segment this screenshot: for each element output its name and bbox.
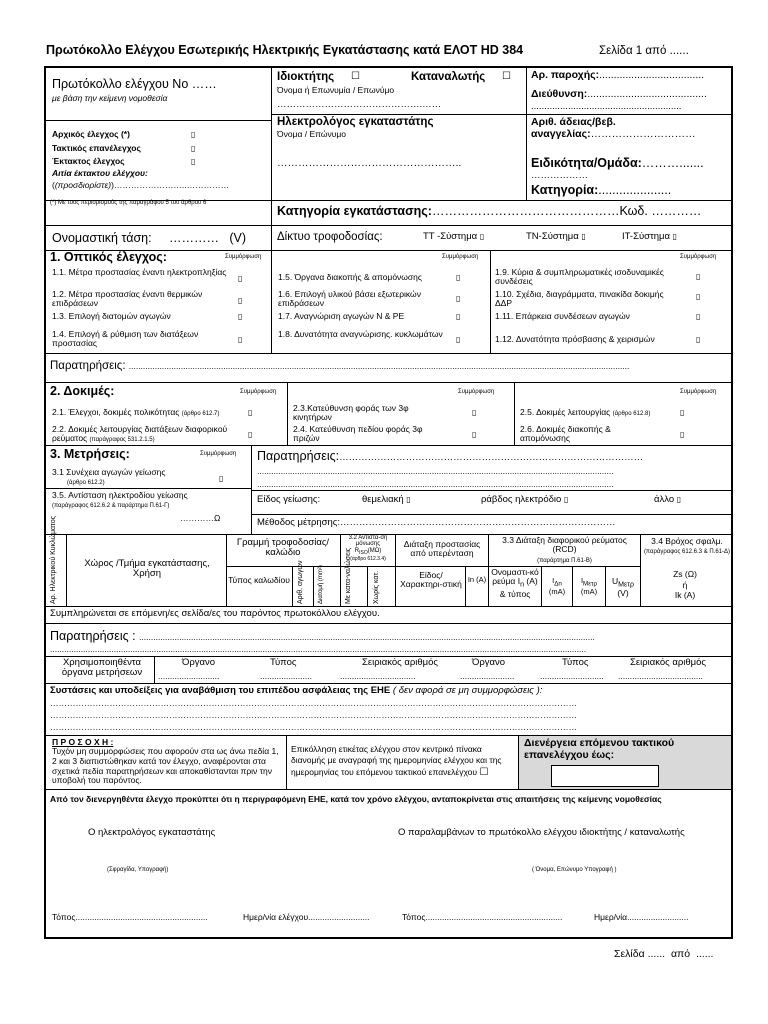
nominal-current-header: Ονομαστι-κό ρεύμα $I_n$ (Α) & τύπος: [491, 567, 539, 599]
consumer-checkbox[interactable]: ☐: [502, 71, 511, 82]
visual-item-1-6: 1.6. Επιλογή υλικού βάσει εξωτερικών επιδράσεων: [278, 289, 421, 309]
visual-1-4-checkbox[interactable]: ▯: [238, 335, 243, 344]
test-2-4: 2.4. Κατεύθυνση πεδίου φοράς 3φ πριζών: [293, 424, 423, 444]
visual-item-1-1: 1.1. Μέτρα προστασίας έναντι ηλεκτροπληξίας: [52, 267, 227, 277]
visual-1-2-checkbox[interactable]: ▯: [238, 296, 243, 305]
general-remarks-line-2[interactable]: ...................................................................................................................................................................................................................................: [50, 644, 587, 654]
periodic-check-label: Τακτικός επανέλεγχος: [52, 143, 141, 153]
imeas-header: $I_{M\varepsilon\tau\rho}$ (mA): [580, 576, 598, 597]
continued-note: Συμπληρώνεται σε επόμενη/ες σελίδα/ες του παρόντος πρωτοκόλλου ελέγχου.: [50, 608, 380, 619]
method-field[interactable]: Μέθοδος μέτρησης:……………………………………………………………………………: [257, 517, 616, 528]
measurements-title: 3. Μετρήσεις:: [50, 447, 130, 461]
visual-1-1-checkbox[interactable]: ▯: [238, 274, 243, 283]
visual-1-5-checkbox[interactable]: ▯: [456, 273, 461, 282]
visual-item-1-7: 1.7. Αναγνώριση αγωγών N & PE: [278, 311, 405, 321]
instruments-label: Χρησιμοποιηθέντα όργανα μετρήσεων: [61, 657, 143, 679]
form-title: Πρωτόκολλο Ελέγχου Εσωτερικής Ηλεκτρικής Εγκατάστασης κατά ΕΛΟΤ HD 384: [46, 43, 524, 57]
tn-checkbox[interactable]: ▯: [581, 232, 586, 241]
page-indicator: Σελίδα 1 από ......: [599, 45, 689, 57]
type-col-2: Τύπος: [562, 657, 589, 668]
wires-number-header: Αριθ. αγωγών: [297, 560, 304, 604]
tn-system[interactable]: TN-Σύστημα ▯: [526, 231, 586, 242]
without-load-header: Χωρίς κατ.: [373, 570, 380, 604]
category-field[interactable]: Κατηγορία:.....................: [531, 183, 672, 197]
insulation-header: 3.2 Αντίστα-ση μόνωσης $R_{ISO}(M\Omega)$ (άρθρο 612.3.4): [348, 535, 388, 563]
visual-1-9-checkbox[interactable]: ▯: [696, 272, 701, 281]
loop-header: 3.4 Βρόχος σφαλμ. (παράγραφος 612.6.3 & Π.61-Δ): [643, 536, 731, 556]
instrument-col-1: Όργανο: [182, 657, 216, 668]
visual-item-1-2: 1.2. Μέτρα προστασίας έναντι θερμικών επιδράσεων: [52, 289, 203, 309]
circuit-number-header: Αρ. Ηλεκτρικού Κυκλώματος: [50, 516, 57, 604]
visual-item-1-11: 1.11. Επάρκεια συνδέσεων αγωγών: [495, 311, 630, 321]
test-2-1-checkbox[interactable]: ▯: [248, 408, 253, 417]
next-check-label: Διενέργεια επόμενου τακτικού επανελέγχου έως:: [524, 737, 675, 761]
place-field-1[interactable]: Τόπος........................................................: [52, 912, 208, 922]
conformity-header-2: Συμμόρφωση: [442, 254, 479, 260]
general-remarks[interactable]: Παρατηρήσεις : .................................................................................................................................................................................................: [50, 629, 595, 643]
section-header: Διατομή (mm²): [318, 565, 324, 604]
visual-1-7-checkbox[interactable]: ▯: [456, 312, 461, 321]
address-field-2[interactable]: .........................................................: [531, 101, 682, 112]
ground-type-label: Είδος γείωσης:: [257, 494, 321, 505]
owner-label: Ιδιοκτήτης: [277, 71, 335, 83]
electrician-signature-label: Ο ηλεκτρολόγος εγκαταστάτης: [88, 827, 216, 838]
specialty-field[interactable]: Ειδικότητα/Ομάδα:……….......: [531, 156, 704, 170]
test-2-2-checkbox[interactable]: ▯: [248, 430, 253, 439]
initial-check-checkbox[interactable]: ▯: [191, 130, 196, 139]
conformity-header-6: Συμμόρφωση: [680, 389, 717, 395]
address-field[interactable]: Διεύθυνση:.........................................: [531, 88, 707, 100]
initial-check-label: Αρχικός έλεγχος (*): [52, 129, 130, 139]
periodic-check-checkbox[interactable]: ▯: [191, 144, 196, 153]
tt-checkbox[interactable]: ▯: [479, 232, 485, 241]
type-1-field[interactable]: ......................: [260, 671, 312, 681]
test-2-5: 2.5. Δοκιμές λειτουργίας (άρθρο 612.8): [520, 407, 651, 417]
type-col-1: Τύπος: [270, 657, 297, 668]
foundation-option[interactable]: θεμελιακή ▯: [362, 494, 411, 505]
measure-3-1-ref: (άρθρο 612.2): [67, 480, 105, 486]
conformity-header-4: Συμμόρφωση: [240, 389, 277, 395]
footnote: (*) Με τους περιορισμούς της παραγράφου 5 του άρθρου 6: [50, 200, 207, 206]
measure-remarks-line-3[interactable]: .......................................................................................................................................................: [257, 479, 614, 489]
type-2-field[interactable]: ...........................: [540, 671, 604, 681]
it-checkbox[interactable]: ▯: [672, 232, 678, 241]
visual-1-10-checkbox[interactable]: ▯: [696, 292, 701, 301]
declaration-text: Από τον διενεργηθέντα έλεγχο προκύπτει ότι η περιγραφόμενη ΕΗΕ, κατά τον χρόνο ελέγχου, ανταποκρίνεται στις απαιτήσεις της κείμενης νομοθεσίας: [50, 794, 662, 804]
legislation-note: με βάση την κείμενη νομοθεσία: [52, 93, 168, 103]
test-2-6: 2.6. Δοκιμές διακοπής & απομόνωσης: [520, 424, 611, 444]
extra-reason-label: Αιτία έκτακτου ελέγχου:: [52, 168, 148, 178]
attention-text: Τυχόν μη συμμορφώσεις που αφορούν στα ως άνω πεδία 1, 2 και 3 διαπιστώθηκαν κατά τον έλεγχο, αναφέρονται στα σχετικά πεδία παρατηρήσεων και αποκαθίστανται πριν την υποβολή του παρόντος.: [52, 746, 279, 786]
rod-checkbox[interactable]: ▯: [563, 495, 569, 504]
attention-title: Π Ρ Ο Σ Ο Χ Η :: [52, 737, 114, 747]
visual-1-12-checkbox[interactable]: ▯: [696, 335, 701, 344]
owner-name-field[interactable]: ……………………………………….……: [277, 99, 442, 110]
visual-1-6-checkbox[interactable]: ▯: [456, 294, 461, 303]
recommendations-line-2[interactable]: ……………………………………………………………………………………………………………………………………………………………………: [50, 710, 577, 720]
measure-remarks-line-2[interactable]: .......................................................................................................................................................: [257, 466, 614, 476]
visual-item-1-12: 1.12. Δυνατότητα πρόσβασης & χειρισμών: [495, 334, 655, 344]
it-system[interactable]: IT-Σύστημα ▯: [622, 231, 678, 242]
protection-header: Διάταξη προστασίας από υπερένταση: [403, 539, 481, 559]
specialty-field-2[interactable]: ………………: [531, 170, 588, 181]
recommendations-line-3[interactable]: ……………………………………………………………………………………………………………………………………………………………………: [50, 722, 577, 732]
serial-col-2: Σειριακός αριθμός: [630, 657, 706, 668]
other-checkbox[interactable]: ▯: [676, 495, 682, 504]
name-signature-hint: ( Όνομα, Επώνυμο Υπογραφή ): [532, 867, 617, 873]
cable-type-header: Τύπος καλωδίου: [228, 575, 290, 585]
visual-item-1-4: 1.4. Επιλογή & ρύθμιση των διατάξεων προστασίας: [52, 329, 199, 349]
license-number[interactable]: Αριθ. άδειας/βεβ. αναγγελίας:…………………………: [531, 116, 696, 141]
extra-reason-field[interactable]: ((προσδιορίστε))……………………..……………: [52, 180, 230, 190]
consumer-label: Καταναλωτής: [411, 71, 486, 83]
conformity-header-3: Συμμόρφωση: [680, 254, 717, 260]
visual-1-3-checkbox[interactable]: ▯: [238, 312, 243, 321]
supply-number[interactable]: Αρ. παροχής:....................................: [531, 69, 705, 81]
protocol-number: Πρωτόκολλο ελέγχου Νο ……: [52, 77, 217, 91]
rcd-header: 3.3 Διάταξη διαφορικού ρεύματος (RCD) (παράρτημα Π.61-Β): [502, 535, 627, 564]
install-category[interactable]: Κατηγορία εγκατάστασης:………………………………………Κωδ. …………: [277, 204, 702, 218]
owner-name-hint: Όνομα ή Επωνυμία / Επωνύμο: [277, 85, 395, 95]
visual-item-1-5: 1.5. Όργανα διακοπής & απομόνωσης: [278, 272, 423, 282]
visual-remarks[interactable]: Παρατηρήσεις: ....................................................................................................................................................................................................................: [50, 360, 630, 372]
nominal-voltage[interactable]: Ονομαστική τάση: ………… (V): [52, 231, 247, 245]
electrician-label: Ηλεκτρολόγος εγκαταστάτης: [277, 116, 434, 128]
serial-col-1: Σειριακός αριθμός: [362, 657, 438, 668]
test-2-6-checkbox[interactable]: ▯: [680, 430, 685, 439]
rod-option[interactable]: ράβδος ηλεκτρόδιο ▯: [481, 494, 569, 505]
measure-3-5: 3.5. Αντίσταση ηλεκτροδίου γείωσης: [52, 490, 188, 500]
instrument-1-field[interactable]: ..........................: [158, 671, 220, 681]
stamp-signature-hint: (Σφραγίδα, Υπογραφή): [107, 867, 169, 873]
test-2-5-checkbox[interactable]: ▯: [680, 408, 685, 417]
umeas-header: $U_{M\varepsilon\tau\rho}$ (V): [611, 576, 634, 599]
owner-checkbox[interactable]: ☐: [351, 71, 360, 82]
measure-3-1: 3.1 Συνέχεια αγωγών γείωσης: [52, 467, 166, 477]
conformity-header-1: Συμμόρφωση: [225, 254, 262, 260]
visual-item-1-9: 1.9. Κύρια & συμπληρωματικές ισοδυναμικές συνδέσεις: [495, 267, 664, 287]
measure-remarks[interactable]: Παρατηρήσεις:……………………………………………………………………………………: [257, 449, 644, 463]
kind-header: Είδος/ Χαρακτηρι-στική: [400, 570, 462, 590]
conformity-header-7: Συμμόρφωση: [200, 451, 237, 457]
visual-1-8-checkbox[interactable]: ▯: [456, 335, 461, 344]
electrician-name-field[interactable]: ……………………………………………..: [277, 157, 462, 169]
tests-title: 2. Δοκιμές:: [50, 384, 115, 398]
visual-item-1-10: 1.10. Σχέδια, διαγράμματα, πινακίδα δοκιμής ΔΔΡ: [495, 289, 664, 309]
feed-line-header: Γραμμή τροφοδοσίας/ καλώδιο: [236, 537, 330, 559]
sticker-checkbox[interactable]: ☐: [479, 767, 489, 779]
other-option[interactable]: άλλο ▯: [654, 494, 682, 505]
visual-inspection-title: 1. Οπτικός έλεγχος:: [50, 250, 167, 264]
foundation-checkbox[interactable]: ▯: [406, 495, 411, 504]
zs-ik-header: Zs (Ω) ή Ik (A): [673, 569, 697, 601]
place-field-2[interactable]: Τόπος..........................................................: [402, 912, 563, 922]
recommendations-line-1[interactable]: ……………………………………………………………………………………………………………………………………………………………………: [50, 698, 577, 708]
with-load-header: Με κατα-ναλώσεις: [345, 547, 352, 604]
extra-check-checkbox[interactable]: ▯: [191, 157, 196, 166]
test-2-3-checkbox[interactable]: ▯: [472, 408, 477, 417]
measure-3-1-checkbox[interactable]: ▯: [219, 474, 224, 483]
test-2-3: 2.3.Κατεύθυνση φοράς των 3φ κινητήρων: [293, 403, 409, 423]
date-field-2[interactable]: Ημερ/νία..........................: [594, 912, 689, 922]
visual-item-1-3: 1.3. Επιλογή διατομών αγωγών: [52, 311, 171, 321]
measure-3-5-ref: (παράγραφος 612.6.2 & παράρτημα Π.61-Γ): [52, 503, 170, 509]
instrument-2-field[interactable]: .......................: [460, 671, 515, 681]
in-header: In (A): [467, 575, 487, 584]
test-2-2: 2.2. Δοκιμές λειτουργίας διατάξεων διαφορικού ρεύματος (παράγραφος 531.2.1.5): [52, 424, 228, 444]
next-check-date-field[interactable]: [551, 765, 659, 787]
idn-header: $I_{\Delta n}$ (mA): [548, 576, 566, 597]
space-header: Χώρος /Τμήμα εγκατάστασης, Χρήση: [84, 558, 210, 580]
serial-2-field[interactable]: ....................................: [618, 671, 704, 681]
extra-check-label: Έκτακτος έλεγχος: [52, 156, 125, 166]
receiver-signature-label: Ο παραλαμβάνων το πρωτόκολλο ελέγχου ιδιοκτήτης / καταναλωτής: [398, 827, 685, 838]
electrician-name-hint: Όνομα / Επώνυμο: [277, 129, 347, 139]
ground-resistance-field[interactable]: …………Ω: [180, 513, 221, 523]
conformity-header-5: Συμμόρφωση: [458, 389, 495, 395]
date-field-1[interactable]: Ημερ/νία ελέγχου..........................: [243, 912, 370, 922]
sticker-text: Επικόλληση ετικέτας ελέγχου στον κεντρικό πίνακα διανομής με αναγραφή της ημερομηνίας ελέγχου και της ημερομηνίας του επόμενου τακτικού επανελέγχου ☐: [291, 744, 502, 779]
network-label: Δίκτυο τροφοδοσίας:: [277, 231, 383, 243]
test-2-4-checkbox[interactable]: ▯: [472, 430, 477, 439]
visual-item-1-8: 1.8. Δυνατότητα αναγνώρισης. κυκλωμάτων: [278, 329, 443, 339]
serial-1-field[interactable]: ................................: [340, 671, 416, 681]
recommendations-label: Συστάσεις και υποδείξεις για αναβάθμιση του επιπέδου ασφάλειας της ΕΗΕ ( δεν αφορά σε μη συμμορφώσεις ):: [50, 685, 543, 696]
footer-page-indicator: Σελίδα ...... από ......: [614, 948, 714, 960]
visual-1-11-checkbox[interactable]: ▯: [696, 312, 701, 321]
test-2-1: 2.1. Έλεγχοι, δοκιμές πολικότητας (άρθρο 612.7): [52, 407, 220, 417]
tt-system[interactable]: TT -Σύστημα ▯: [423, 231, 485, 242]
instrument-col-2: Όργανο: [472, 657, 506, 668]
